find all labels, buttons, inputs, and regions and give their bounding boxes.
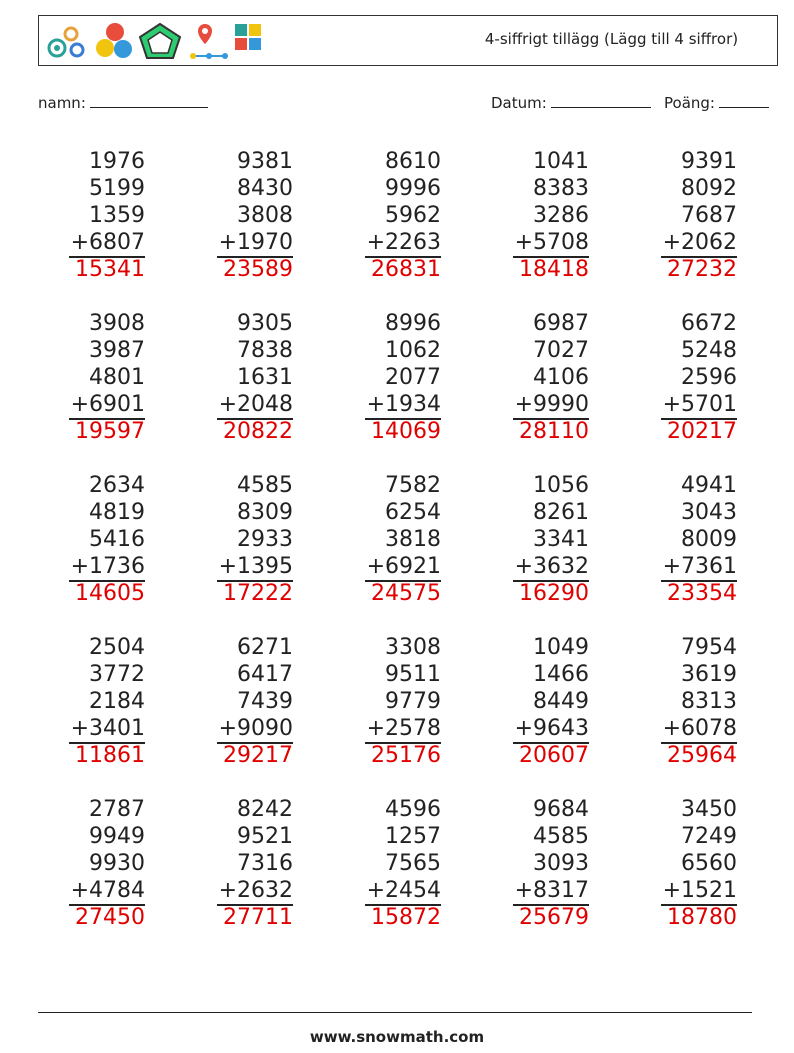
addend: 3619 — [681, 662, 737, 687]
last-addend: +8317 — [513, 877, 589, 906]
addend: 8309 — [237, 500, 293, 525]
last-addend: +4784 — [69, 877, 145, 906]
addend: 7249 — [681, 824, 737, 849]
addend: 5248 — [681, 338, 737, 363]
addend: 8449 — [533, 689, 589, 714]
last-addend-row — [183, 553, 293, 580]
last-addend: +1934 — [365, 391, 441, 420]
addition-problem — [183, 148, 293, 283]
last-addend-row — [479, 877, 589, 904]
addend: 5416 — [89, 527, 145, 552]
addition-problem — [183, 310, 293, 445]
answer: 19597 — [75, 419, 145, 444]
last-addend-row — [331, 553, 441, 580]
addition-problem — [479, 796, 589, 931]
addend: 9684 — [533, 797, 589, 822]
answer: 15872 — [371, 905, 441, 930]
last-addend-row — [35, 229, 145, 256]
date-label: Datum: — [491, 94, 547, 112]
answer: 17222 — [223, 581, 293, 606]
answer: 23589 — [223, 257, 293, 282]
addition-problem — [479, 148, 589, 283]
addend: 7954 — [681, 635, 737, 660]
addend: 1062 — [385, 338, 441, 363]
answer: 20217 — [667, 419, 737, 444]
footer-divider — [38, 1012, 752, 1013]
last-addend: +9990 — [513, 391, 589, 420]
last-addend-row — [331, 877, 441, 904]
last-addend: +2062 — [661, 229, 737, 258]
addend: 1041 — [533, 149, 589, 174]
last-addend: +2454 — [365, 877, 441, 906]
last-addend: +9090 — [217, 715, 293, 744]
addend: 3818 — [385, 527, 441, 552]
addend: 5199 — [89, 176, 145, 201]
addition-problem — [479, 310, 589, 445]
addition-problem — [331, 472, 441, 607]
last-addend-row — [35, 877, 145, 904]
addend: 9391 — [681, 149, 737, 174]
last-addend-row — [627, 229, 737, 256]
worksheet-header — [38, 15, 778, 66]
addition-problem — [479, 634, 589, 769]
addition-problem — [35, 310, 145, 445]
addition-problem — [331, 148, 441, 283]
last-addend-row — [35, 553, 145, 580]
addend: 7582 — [385, 473, 441, 498]
last-addend-row — [331, 229, 441, 256]
last-addend: +5701 — [661, 391, 737, 420]
answer: 18780 — [667, 905, 737, 930]
addition-problem — [479, 472, 589, 607]
addition-problem — [183, 472, 293, 607]
addition-problem — [331, 310, 441, 445]
addend: 8261 — [533, 500, 589, 525]
addend: 7838 — [237, 338, 293, 363]
addend: 1466 — [533, 662, 589, 687]
last-addend: +2263 — [365, 229, 441, 258]
answer: 14069 — [371, 419, 441, 444]
footer-site: www.snowmath.com — [309, 1028, 485, 1046]
addition-problem — [35, 472, 145, 607]
answer: 25964 — [667, 743, 737, 768]
addition-problem — [627, 310, 737, 445]
answer: 15341 — [75, 257, 145, 282]
addend: 4585 — [237, 473, 293, 498]
addend: 3450 — [681, 797, 737, 822]
addend: 4106 — [533, 365, 589, 390]
last-addend: +3632 — [513, 553, 589, 582]
last-addend: +6807 — [69, 229, 145, 258]
addend: 9949 — [89, 824, 145, 849]
addend: 6560 — [681, 851, 737, 876]
addend: 8610 — [385, 149, 441, 174]
last-addend: +5708 — [513, 229, 589, 258]
addend: 6254 — [385, 500, 441, 525]
last-addend-row — [331, 715, 441, 742]
addition-problem — [35, 796, 145, 931]
answer: 18418 — [519, 257, 589, 282]
last-addend-row — [627, 553, 737, 580]
last-addend: +1736 — [69, 553, 145, 582]
last-addend: +7361 — [661, 553, 737, 582]
answer: 25679 — [519, 905, 589, 930]
addend: 8242 — [237, 797, 293, 822]
last-addend-row — [331, 391, 441, 418]
addend: 1631 — [237, 365, 293, 390]
addend: 4941 — [681, 473, 737, 498]
page-title: 4-siffrigt tillägg (Lägg till 4 siffror) — [484, 30, 739, 48]
addend: 7316 — [237, 851, 293, 876]
addend: 7687 — [681, 203, 737, 228]
score-label: Poäng: — [664, 94, 715, 112]
addend: 9779 — [385, 689, 441, 714]
addend: 7439 — [237, 689, 293, 714]
gears-icon — [49, 28, 83, 56]
addend: 2184 — [89, 689, 145, 714]
answer: 28110 — [519, 419, 589, 444]
addend: 3908 — [89, 311, 145, 336]
addend: 4801 — [89, 365, 145, 390]
addend: 8430 — [237, 176, 293, 201]
addend: 9305 — [237, 311, 293, 336]
addend: 9521 — [237, 824, 293, 849]
addend: 1049 — [533, 635, 589, 660]
last-addend: +3401 — [69, 715, 145, 744]
last-addend-row — [35, 715, 145, 742]
last-addend: +2578 — [365, 715, 441, 744]
last-addend: +1521 — [661, 877, 737, 906]
logo-icons — [45, 20, 265, 62]
addend: 3987 — [89, 338, 145, 363]
addend: 8009 — [681, 527, 737, 552]
addend: 8383 — [533, 176, 589, 201]
last-addend-row — [183, 877, 293, 904]
addend: 8313 — [681, 689, 737, 714]
last-addend: +9643 — [513, 715, 589, 744]
last-addend: +2632 — [217, 877, 293, 906]
last-addend-row — [627, 715, 737, 742]
answer: 27711 — [223, 905, 293, 930]
addition-problem — [627, 634, 737, 769]
addend: 6271 — [237, 635, 293, 660]
date-field — [491, 93, 651, 112]
addend: 4596 — [385, 797, 441, 822]
answer: 20822 — [223, 419, 293, 444]
score-blank[interactable] — [719, 93, 769, 108]
addend: 3093 — [533, 851, 589, 876]
last-addend: +1395 — [217, 553, 293, 582]
addend: 3341 — [533, 527, 589, 552]
answer: 23354 — [667, 581, 737, 606]
addend: 3043 — [681, 500, 737, 525]
addition-problem — [183, 634, 293, 769]
name-field — [38, 93, 208, 112]
last-addend: +1970 — [217, 229, 293, 258]
last-addend-row — [183, 391, 293, 418]
last-addend-row — [479, 553, 589, 580]
answer: 16290 — [519, 581, 589, 606]
addend: 6417 — [237, 662, 293, 687]
addend: 2596 — [681, 365, 737, 390]
addition-problem — [331, 796, 441, 931]
addend: 4585 — [533, 824, 589, 849]
addition-problem — [35, 148, 145, 283]
answer: 27450 — [75, 905, 145, 930]
name-label: namn: — [38, 94, 86, 112]
answer: 24575 — [371, 581, 441, 606]
answer: 29217 — [223, 743, 293, 768]
addition-problem — [627, 796, 737, 931]
addend: 9381 — [237, 149, 293, 174]
last-addend: +6901 — [69, 391, 145, 420]
name-blank[interactable] — [90, 93, 208, 108]
last-addend: +2048 — [217, 391, 293, 420]
numbered-circles-icon — [96, 23, 132, 58]
last-addend-row — [479, 391, 589, 418]
score-field — [664, 93, 769, 112]
addition-problem — [331, 634, 441, 769]
answer: 14605 — [75, 581, 145, 606]
addition-problem — [627, 472, 737, 607]
addend: 8996 — [385, 311, 441, 336]
addend: 1257 — [385, 824, 441, 849]
addend: 3772 — [89, 662, 145, 687]
addend: 9930 — [89, 851, 145, 876]
last-addend-row — [35, 391, 145, 418]
addend: 3308 — [385, 635, 441, 660]
addition-problem — [35, 634, 145, 769]
addend: 2077 — [385, 365, 441, 390]
addend: 2933 — [237, 527, 293, 552]
last-addend-row — [627, 877, 737, 904]
addend: 1359 — [89, 203, 145, 228]
addend: 7027 — [533, 338, 589, 363]
answer: 20607 — [519, 743, 589, 768]
last-addend-row — [183, 715, 293, 742]
last-addend: +6921 — [365, 553, 441, 582]
addition-problem — [627, 148, 737, 283]
answer: 11861 — [75, 743, 145, 768]
location-pin-graph-icon — [190, 24, 228, 59]
last-addend-row — [479, 715, 589, 742]
answer: 25176 — [371, 743, 441, 768]
date-blank[interactable] — [551, 93, 651, 108]
last-addend-row — [627, 391, 737, 418]
addend: 5962 — [385, 203, 441, 228]
addend: 3286 — [533, 203, 589, 228]
addend: 2787 — [89, 797, 145, 822]
answer: 27232 — [667, 257, 737, 282]
addend: 1056 — [533, 473, 589, 498]
last-addend: +6078 — [661, 715, 737, 744]
last-addend-row — [183, 229, 293, 256]
answer: 26831 — [371, 257, 441, 282]
addend: 9996 — [385, 176, 441, 201]
addend: 2634 — [89, 473, 145, 498]
addend: 2504 — [89, 635, 145, 660]
addend: 4819 — [89, 500, 145, 525]
pentagon-icon — [140, 24, 180, 58]
last-addend-row — [479, 229, 589, 256]
puzzle-icon — [235, 24, 261, 50]
addend: 6987 — [533, 311, 589, 336]
addition-problem — [183, 796, 293, 931]
addend: 6672 — [681, 311, 737, 336]
addend: 9511 — [385, 662, 441, 687]
addend: 3808 — [237, 203, 293, 228]
addend: 1976 — [89, 149, 145, 174]
addend: 8092 — [681, 176, 737, 201]
addend: 7565 — [385, 851, 441, 876]
